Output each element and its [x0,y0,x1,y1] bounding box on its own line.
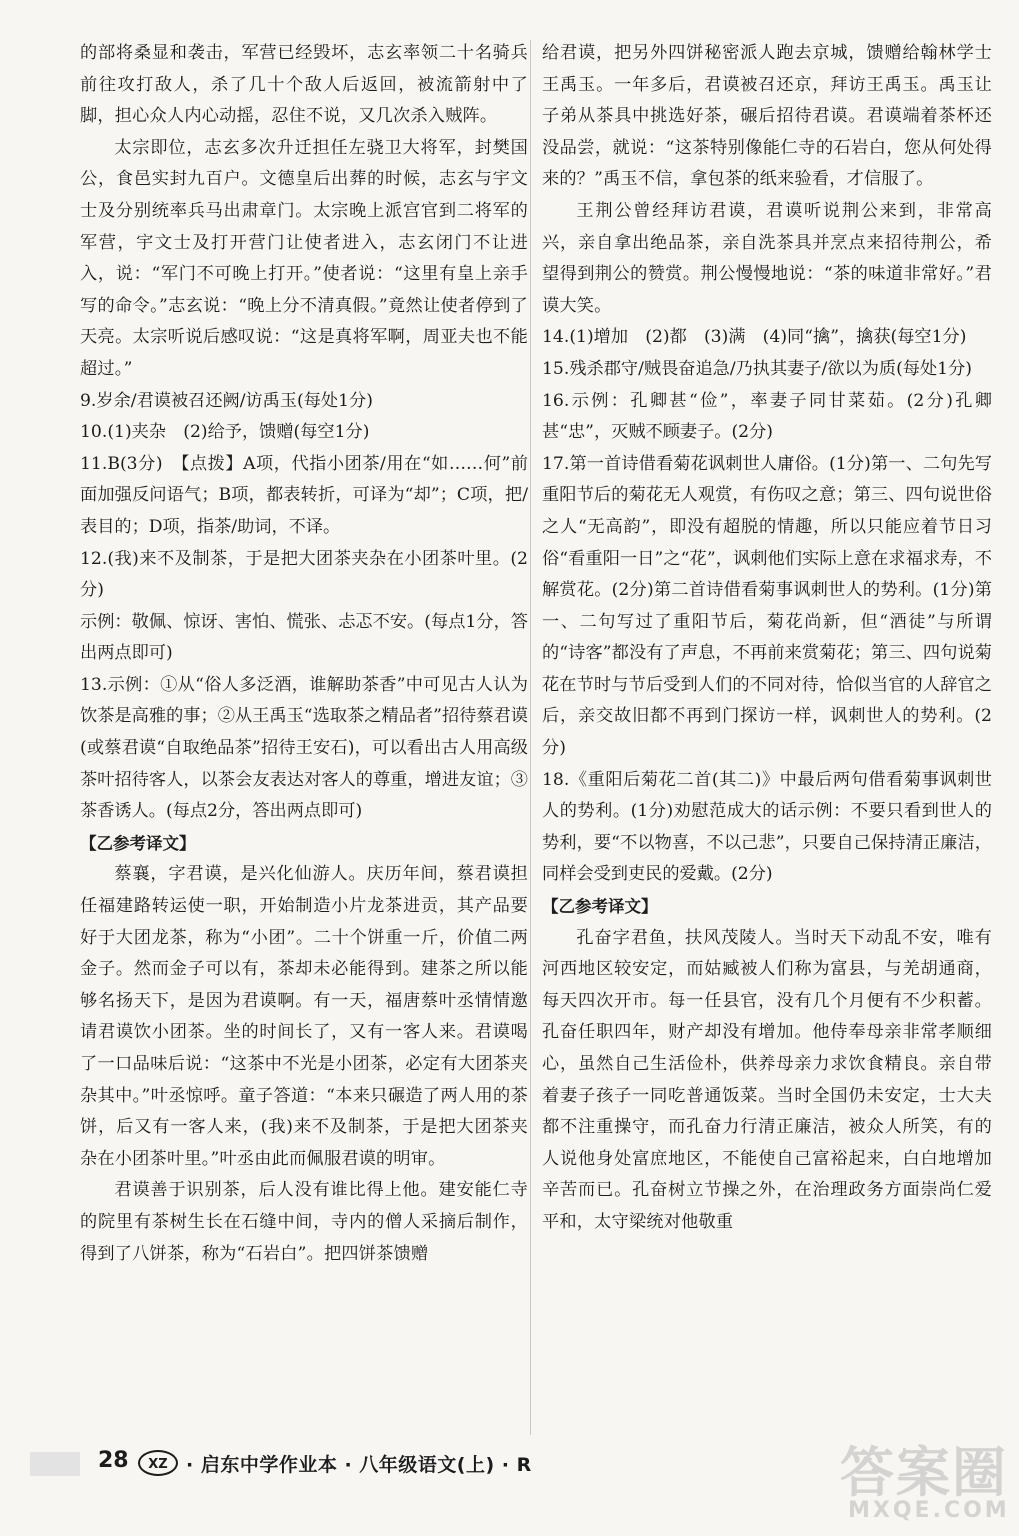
edition-badge: XZ [138,1450,178,1476]
paragraph: 11.B(3分) 【点拨】A项，代指小团茶/用在“如……何”前面加强反问语气；B项，都表转折，可译为“却”；C项，把/表目的；D项，指茶/助词，不译。 [80,453,528,537]
paragraph: 太宗即位，志玄多次升迁担任左骁卫大将军，封樊国公，食邑实封九百户。文德皇后出葬的时候，志玄与宇文士及分别统率兵马出肃章门。太宗晚上派宫官到二将军的军营，宇文士及打开营门让使者进入，志玄闭门不让进入，说：“军门不可晚上打开。”使者说：“这里有皇上亲手写的命令。”志玄说：“晚上分不清真假。”竟然让使者停到了天亮。太宗听说后感叹说：“这是真将军啊，周亚夫也不能超过。” [80,137,528,379]
paragraph: 15.残杀郡守/贼畏奋追急/乃执其妻子/欲以为质(每处1分) [542,358,972,379]
paragraph: 给君谟，把另外四饼秘密派人跑去京城，馈赠给翰林学士王禹玉。一年多后，君谟被召还京，拜访王禹玉。禹玉让子弟从茶具中挑选好茶，碾后招待君谟。君谟端着茶杯还没品尝，就说：“这茶特别像能仁寺的石岩白，您从何处得来的？”禹玉不信，拿包茶的纸来验看，才信服了。 [542,43,992,190]
watermark-url: MXQE.COM [848,1498,1010,1523]
watermark-logo [820,1430,1010,1530]
column-divider [530,40,531,1435]
paragraph: 9.岁余/君谟被召还阙/访禹玉(每处1分) [80,390,373,411]
paragraph: 12.(我)来不及制茶，于是把大团茶夹杂在小团茶叶里。(2分) [80,548,528,601]
page-footer [30,1448,730,1482]
paragraph: 孔奋字君鱼，扶风茂陵人。当时天下动乱不安，唯有河西地区较安定，而姑臧被人们称为富县，与羌胡通商，每天四次开市。每一任县官，没有几个月便有不少积蓄。孔奋任职四年，财产却没有增加。他侍奉母亲非常孝顺细心，虽然自己生活俭朴，供养母亲力求饮食精良。亲自带着妻子孩子一同吃普通饭菜。当时全国仍未安定，士大夫都不注重操守，而孔奋力行清正廉洁，被众人所笑，有的人说他身处富庶地区，不能使自己富裕起来，白白地增加辛苦而已。孔奋树立节操之外，在治理政务方面崇尚仁爱平和，太守梁统对他敬重 [542,927,992,1232]
paragraph: 示例：敬佩、惊讶、害怕、慌张、忐忑不安。(每点1分，答出两点即可) [80,611,528,664]
paragraph: 的部将桑显和袭击，军营已经毁坏，志玄率领二十名骑兵前往攻打敌人，杀了几十个敌人后返回，被流箭射中了脚，担心众人内心动摇，忍住不说，又几次杀入贼阵。 [80,43,528,127]
paragraph: 蔡襄，字君谟，是兴化仙游人。庆历年间，蔡君谟担任福建路转运使一职，开始制造小片龙茶进贡，其产品要好于大团龙茶，称为“小团”。二十个饼重一斤，价值二两金子。然而金子可以有，茶却未必能得到。建茶之所以能够名扬天下，是因为君谟啊。有一天，福唐蔡叶丞情情邀请君谟饮小团茶。坐的时间长了，又有一客人来。君谟喝了一口品味后说：“这茶中不光是小团茶，必定有大团茶夹杂其中。”叶丞惊呼。童子答道：“本来只碾造了两人用的茶饼，后又有一客人来，(我)来不及制茶，于是把大团茶夹杂在小团茶叶里。”叶丞由此而佩服君谟的明审。 [80,864,528,1169]
page-number: 28 [98,1448,129,1473]
book-title: · 启东中学作业本 · 八年级语文(上) · R [186,1454,532,1476]
paragraph: 16.示例：孔卿甚“俭”，率妻子同甘菜茹。(2分)孔卿甚“忠”，灭贼不顾妻子。(2分) [542,390,992,443]
paragraph: 17.第一首诗借看菊花讽刺世人庸俗。(1分)第一、二句先写重阳节后的菊花无人观赏，有伤叹之意；第三、四句说世俗之人“无高韵”，即没有超脱的情趣，所以只能应着节日习俗“看重阳一日”之“花”，讽刺他们实际上意在求福求寿，不解赏花。(2分)第二首诗借看菊事讽刺世人的势利。(1分)第一、二句写过了重阳节后，菊花尚新，但“酒徒”与所谓的“诗客”都没有了声息，不再前来赏菊花；第三、四句说菊花在节时与节后受到人们的不同对待，恰似当官的人辞官之后，亲交故旧都不再到门探访一样，讽刺世人的势利。(2分) [542,453,992,759]
paragraph: 君谟善于识别茶，后人没有谁比得上他。建安能仁寺的院里有茶树生长在石缝中间，寺内的僧人采摘后制作，得到了八饼茶，称为“石岩白”。把四饼茶馈赠 [80,1180,528,1264]
footer-tab [30,1452,80,1476]
paragraph: 18.《重阳后菊花二首(其二)》中最后两句借看菊事讽刺世人的势利。(1分)劝慰范成大的话示例：不要只看到世人的势利，要“不以物喜，不以己悲”，只要自己保持清正廉洁，同样会受到吏民的爱戴。(2分) [542,769,992,885]
paragraph: 13.示例：①从“俗人多泛酒，谁解助茶香”中可见古人认为饮茶是高雅的事；②从王禹玉“选取茶之精品者”招待蔡君谟(或蔡君谟“自取绝品茶”招待王安石)，可以看出古人用高级茶叶招待客人，以茶会友表达对客人的尊重，增进友谊；③茶香诱人。(每点2分，答出两点即可) [80,674,528,822]
paragraph: 10.(1)夹杂 (2)给予，馈赠(每空1分) [80,422,370,443]
paragraph: 14.(1)增加 (2)都 (3)满 (4)同“擒”，擒获(每空1分) [542,327,967,348]
watermark-text: 答案圈 [840,1441,1008,1504]
paragraph: 【乙参考译文】 [542,897,658,917]
right-column [542,38,992,1239]
paragraph: 王荆公曾经拜访君谟，君谟听说荆公来到，非常高兴，亲自拿出绝品茶，亲自洗茶具并烹点来招待荆公，希望得到荆公的赞赏。荆公慢慢地说：“茶的味道非常好。”君谟大笑。 [542,200,992,316]
left-column [80,38,528,1270]
paragraph: 【乙参考译文】 [80,833,196,853]
